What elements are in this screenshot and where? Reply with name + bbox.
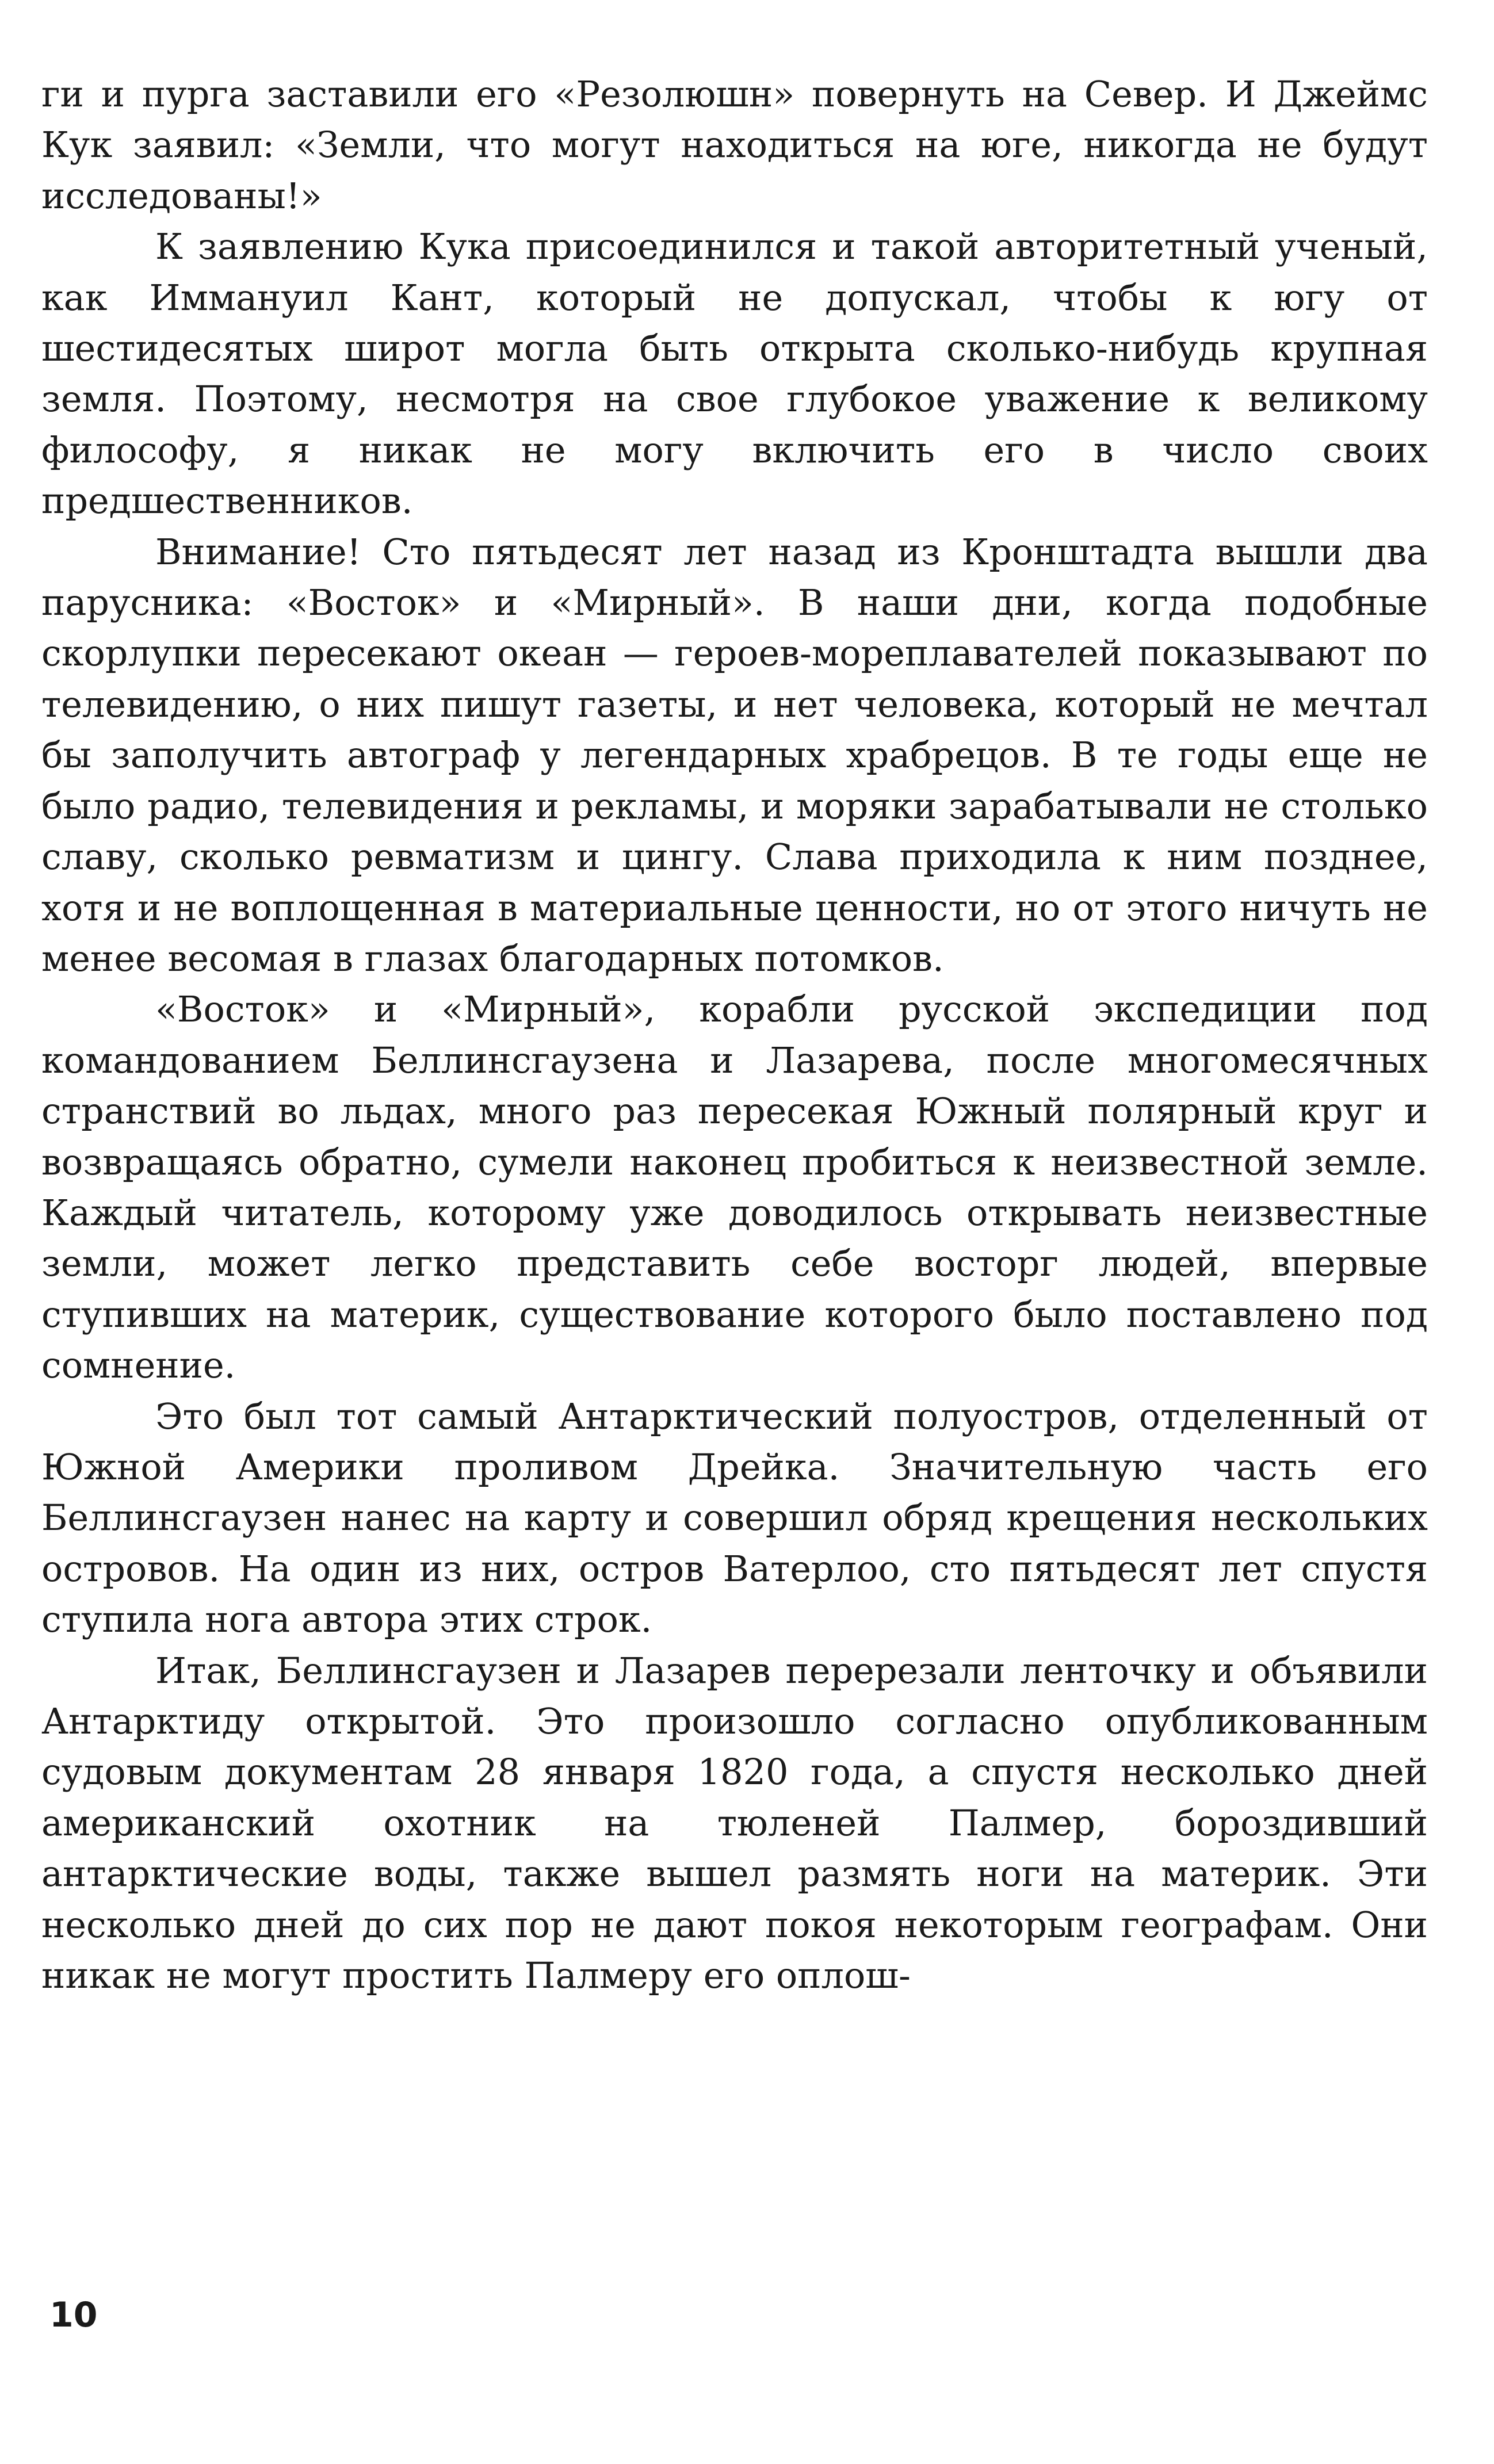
paragraph-expedition: «Восток» и «Мирный», корабли русской экспедиции под командованием Беллинсгаузена и Лазарева, после многомесячных странствий во льдах, много раз пересекая Южный полярный круг и возвращаясь обратно, сумели наконец пробиться к неизвестной земле. Каждый читатель, которому уже доводилось открывать неизвестные земли, может легко представить себе восторг людей, впервые ступивших на материк, существование которого было поставлено под сомнение. (41, 988, 1428, 1387)
book-page-text (41, 69, 1428, 2001)
paragraph-antarctic-peninsula: Это был тот самый Антарктический полуостров, отделенный от Южной Америки проливом Дрейка. Значительную часть его Беллинсгаузен нанес на карту и совершил обряд крещения нескольких островов. На один из них, остров Ватерлоо, сто пятьдесят лет спустя ступила нога автора этих строк. (41, 1395, 1428, 1641)
page-number: 10 (49, 2295, 98, 2335)
paragraph-discovery-date: Итак, Беллинсгаузен и Лазарев перерезали ленточку и объявили Антарктиду открытой. Это произошло согласно опубликованным судовым документам 28 января 1820 года, а спустя несколько дней американский охотник на тюленей Палмер, бороздивший антарктические воды, также вышел размять ноги на материк. Эти несколько дней до сих пор не дают покоя некоторым географам. Они никак не могут простить Палмеру его оплош- (41, 1649, 1428, 1997)
paragraph-continuation: ги и пурга заставили его «Резолюшн» повернуть на Север. И Джеймс Кук заявил: «Земли, что могут находиться на юге, никогда не будут исследованы!» (41, 73, 1428, 217)
paragraph-kant: К заявлению Кука присоединился и такой авторитетный ученый, как Иммануил Кант, который не допускал, чтобы к югу от шестидесятых широт могла быть открыта сколько-нибудь крупная земля. Поэтому, несмотря на свое глубокое уважение к великому философу, я никак не могу включить его в число своих предшественников. (41, 225, 1428, 522)
paragraph-vostok-mirny-voyage: Внимание! Сто пятьдесят лет назад из Кронштадта вышли два парусника: «Восток» и «Мирный». В наши дни, когда подобные скорлупки пересекают океан — героев-мореплавателей показывают по телевидению, о них пишут газеты, и нет человека, который не мечтал бы заполучить автограф у легендарных храбрецов. В те годы еще не было радио, телевидения и рекламы, и моряки зарабатывали не столько славу, сколько ревматизм и цингу. Слава приходила к ним позднее, хотя и не воплощенная в материальные ценности, но от этого ничуть не менее весомая в глазах благодарных потомков. (41, 530, 1428, 980)
